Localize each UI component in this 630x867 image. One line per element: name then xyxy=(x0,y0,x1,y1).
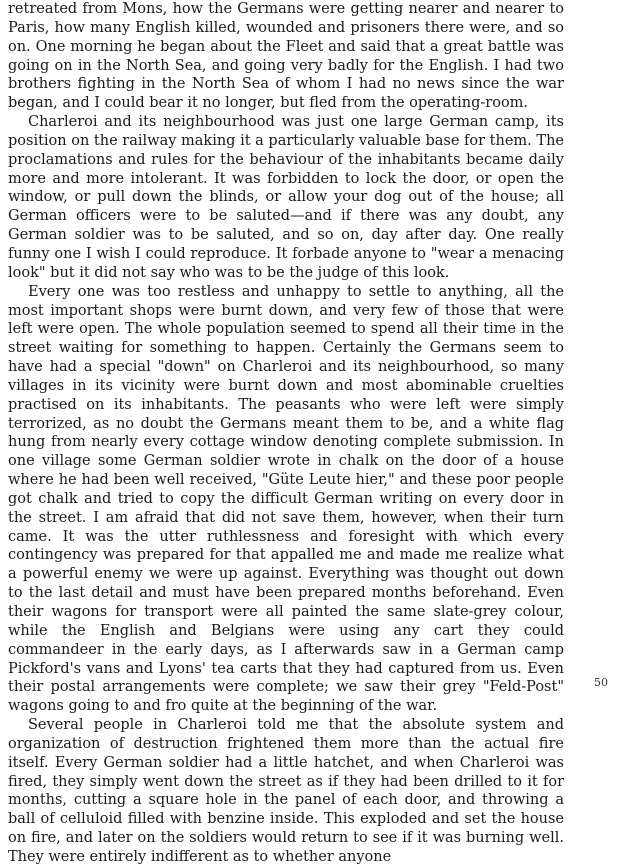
paragraph-3: Every one was too restless and unhappy to settle to anything, all the most important shops were burnt down, and very few of those that were left were open. The whole population seemed to spend all their time in the street waiting for something to happen. Certainly the Germans seem to have had a special "down" on Charleroi and its neighbourhood, so many villages in its vicinity were burnt down and most abominable cruelties practised on its inhabitants. The peasants who were left were simply terrorized, as no doubt the Germans meant them to be, and a white flag hung from nearly every cottage window denoting complete submission. In one village some German soldier wrote in chalk on the door of a house where he had been well received, "Güte Leute hier," and these poor people got chalk and tried to copy the difficult German writing on every door in the street. I am afraid that did not save them, however, when their turn came. It was the utter ruthlessness and foresight with which every contingency was prepared for that appalled me and made me realize what a powerful enemy we were up against. Everything was thought out down to the last detail and must have been prepared months beforehand. Even their wagons for transport were all painted the same slate-grey colour, while the English and Belgians were using any cart they could commandeer in the early days, as I afterwards saw in a German camp Pickford's vans and Lyons' tea carts that they had captured from us. Even their postal arrangements were complete; we saw their grey "Feld-Post" wagons going to and fro quite at the beginning of the war. xyxy=(8,283,564,715)
paragraph-1: retreated from Mons, how the Germans were getting nearer and nearer to Paris, how many English killed, wounded and prisoners there were, and so on. One morning he began about the Fleet and said that a great battle was going on in the North Sea, and going very badly for the English. I had two brothers fighting in the North Sea of whom I had no news since the war began, and I could bear it no longer, but fled from the operating-room. xyxy=(8,1,564,112)
paragraph-2: Charleroi and its neighbourhood was just one large German camp, its position on the railway making it a particularly valuable base for them. The proclamations and rules for the behaviour of the inhabitants became daily more and more intolerant. It was forbidden to lock the door, or open the window, or pull down the blinds, or allow your dog out of the house; all German officers were to be saluted—and if there was any doubt, any German soldier was to be saluted, and so on, day after day. One really funny one I wish I could reproduce. It forbade anyone to "wear a menacing look" but it did not say who was to be the judge of this look. xyxy=(8,114,564,281)
page-body xyxy=(8,0,564,867)
paragraph-4: Several people in Charleroi told me that the absolute system and organization of destruction frightened them more than the actual fire itself. Every German soldier had a little hatchet, and when Charleroi was fired, they simply went down the street as if they had been drilled to it for months, cutting a square hole in the panel of each door, and throwing a ball of celluloid filled with benzine inside. This exploded and set the house on fire, and later on the soldiers would return to see if it was burning well. They were entirely indifferent as to whether anyone xyxy=(8,717,564,865)
page-number: 50 xyxy=(594,676,608,689)
